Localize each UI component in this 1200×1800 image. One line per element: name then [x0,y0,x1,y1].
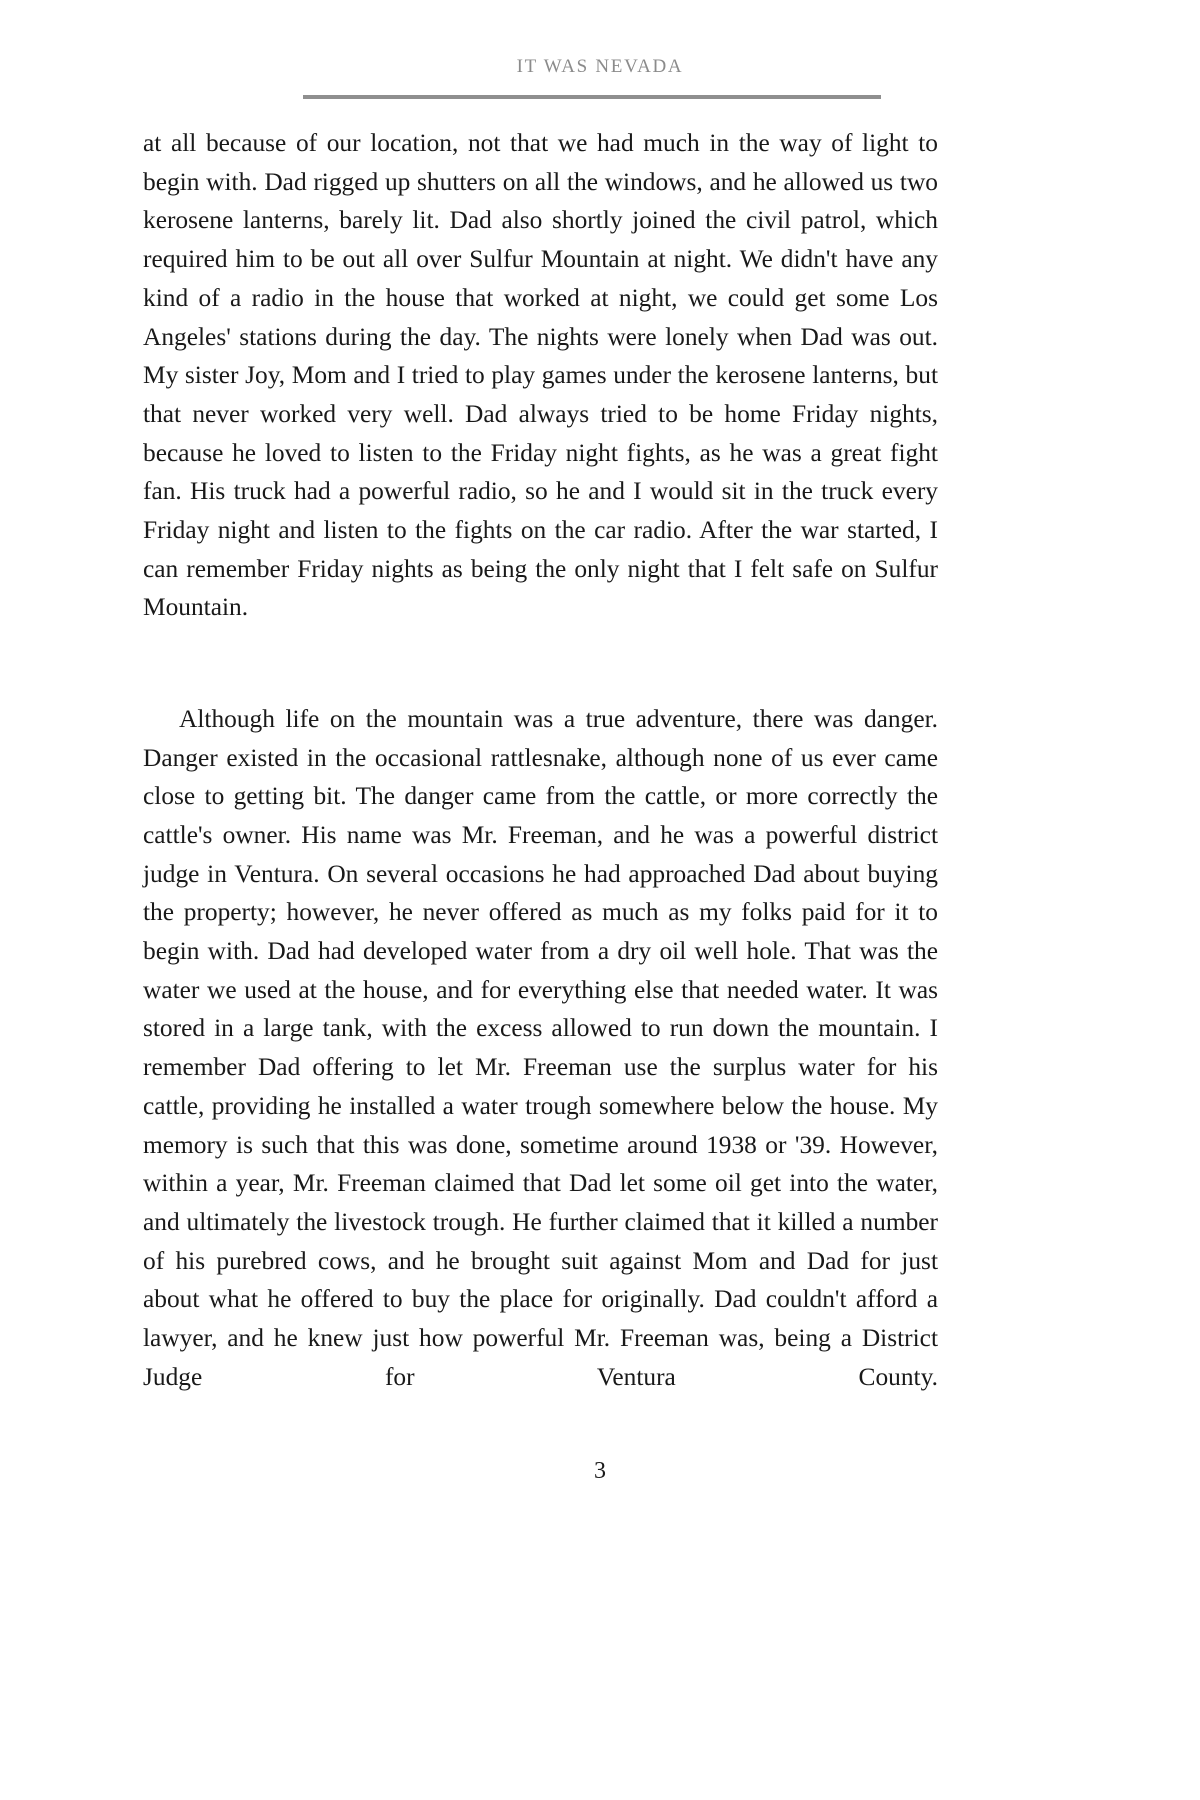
running-head: IT WAS NEVADA [516,56,684,77]
header-rule [303,95,881,99]
paragraph-continued: at all because of our location, not that we had much in the way of light to begin with. Dad rigged up shutters on all the windows, and he allowed us two kerosene lanterns, barely lit. Dad also shortly joined the civil patrol, which required him to be out all over Sulfur Mountain at night. We didn't have any kind of a radio in the house that worked at night, we could get some Los Angeles' stations during the day. The nights were lonely when Dad was out. My sister Joy, Mom and I tried to play games under the kerosene lanterns, but that never worked very well. Dad always tried to be home Friday nights, because he loved to listen to the Friday night fights, as he was a great fight fan. His truck had a powerful radio, so he and I would sit in the truck every Friday night and listen to the fights on the car radio. After the war started, I can remember Friday nights as being the only night that I felt safe on Sulfur Mountain. [143,129,938,622]
paragraph-danger: Although life on the mountain was a true adventure, there was danger. Danger existed in the occasional rattlesnake, although none of us ever came close to getting bit. The danger came from the cattle, or more correctly the cattle's owner. His name was Mr. Freeman, and he was a powerful district judge in Ventura. On several occasions he had approached Dad about buying the property; however, he never offered as much as my folks paid for it to begin with. Dad had developed water from a dry oil well hole. That was the water we used at the house, and for everything else that needed water. It was stored in a large tank, with the excess allowed to run down the mountain. I remember Dad offering to let Mr. Freeman use the surplus water for his cattle, providing he installed a water trough somewhere below the house. My memory is such that this was done, sometime around 1938 or '39. However, within a year, Mr. Freeman claimed that Dad let some oil get into the water, and ultimately the livestock trough. He further claimed that it killed a number of his purebred cows, and he brought suit against Mom and Dad for just about what he offered to buy the place for originally. Dad couldn't afford a lawyer, and he knew just how powerful Mr. Freeman was, being a District Judge for Ventura County. [143,704,938,1391]
page-number: 3 [594,1458,606,1484]
body-text-block [143,124,938,1435]
